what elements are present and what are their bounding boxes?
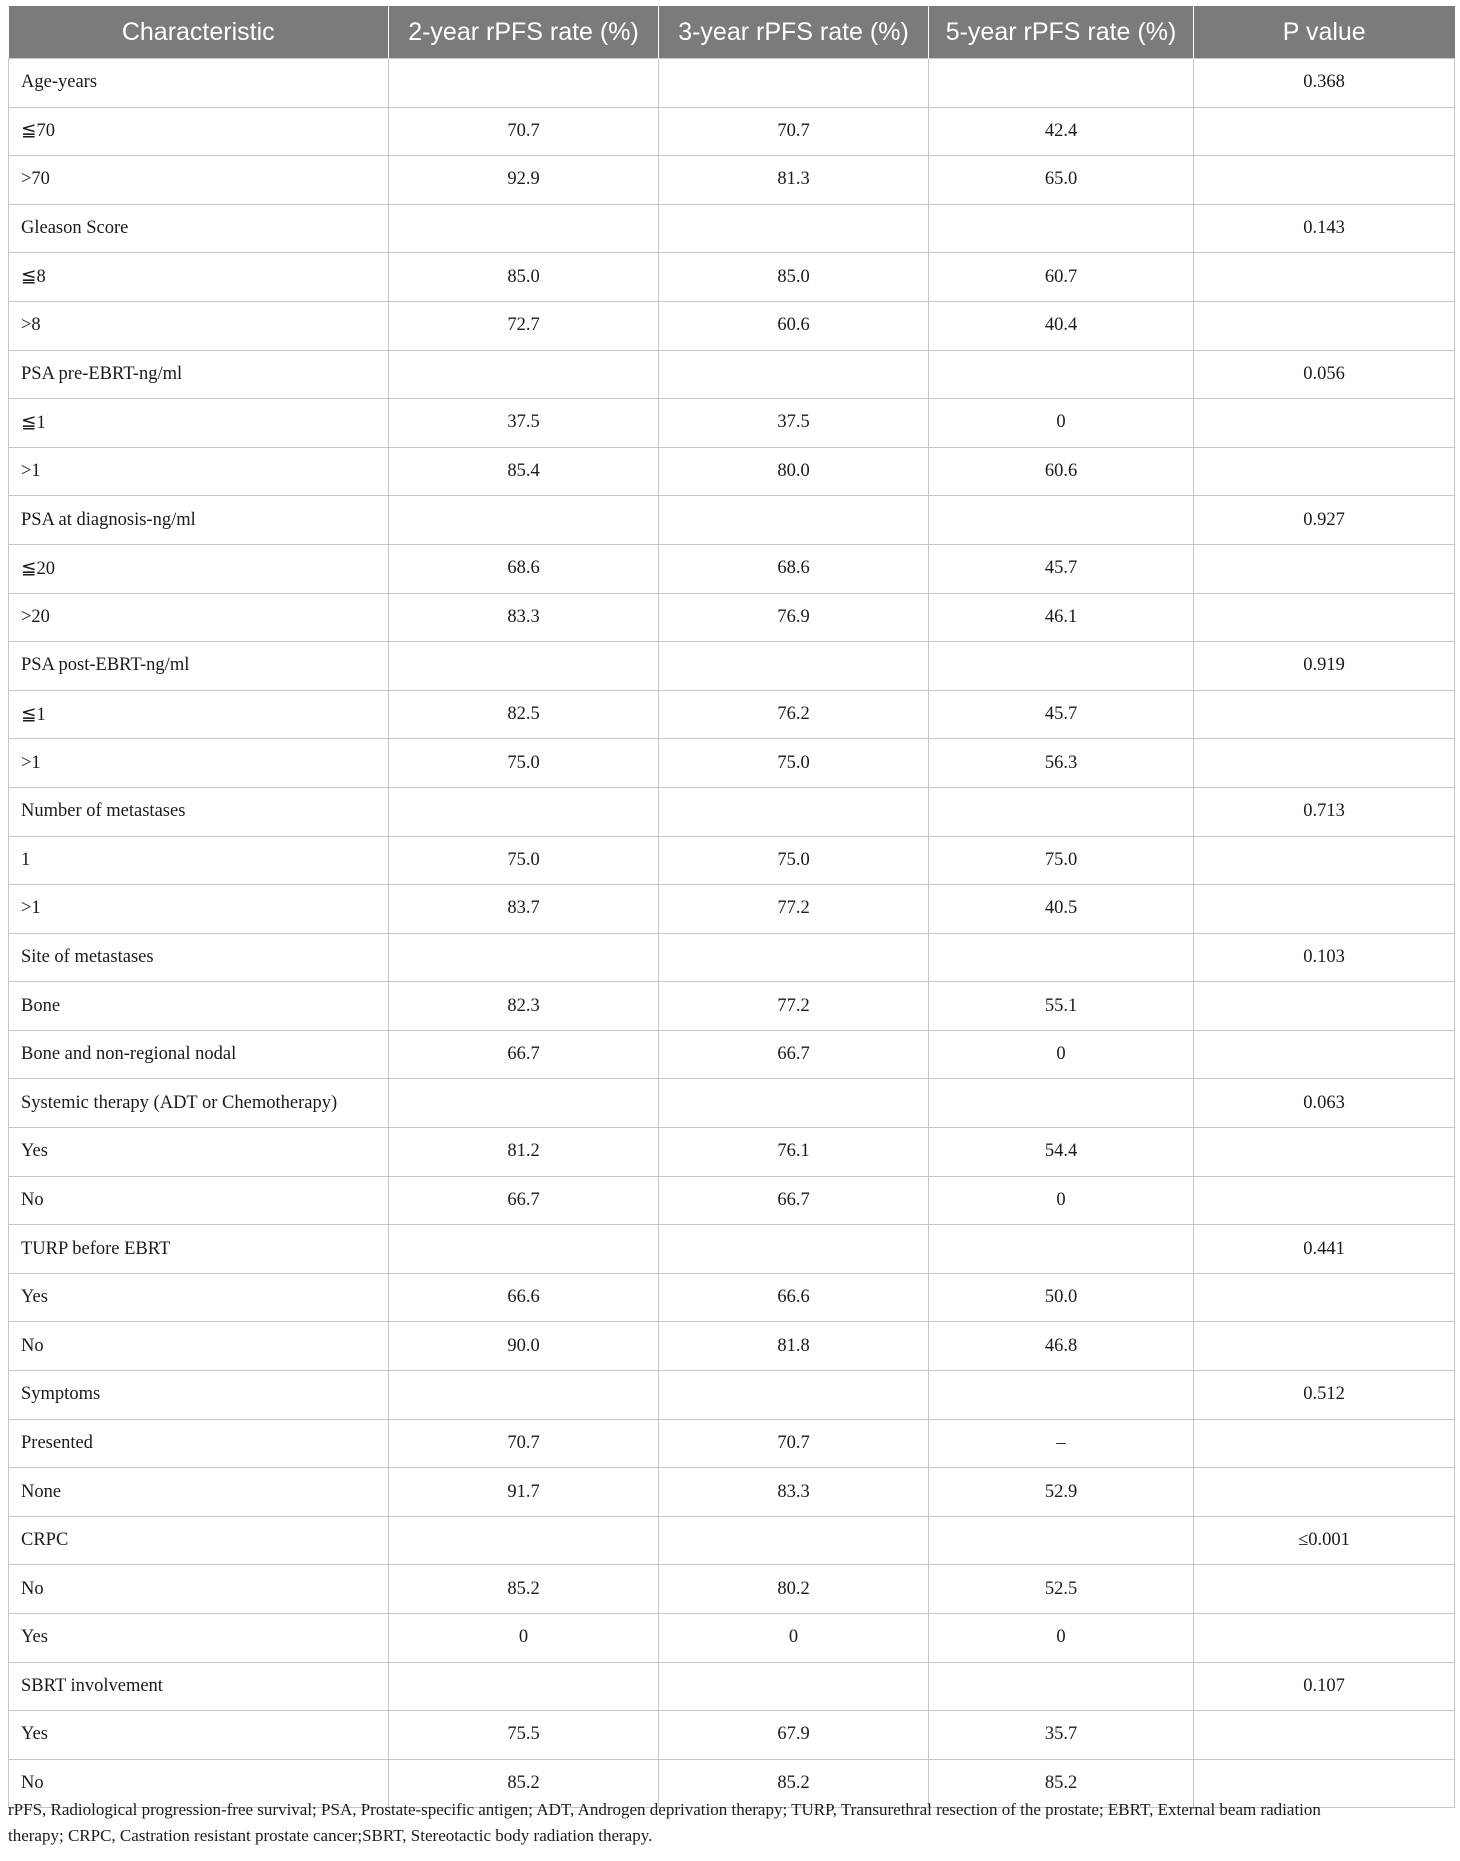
value-cell: 66.7 <box>659 1030 929 1079</box>
table-row <box>9 1225 1455 1274</box>
value-cell: 55.1 <box>929 982 1194 1031</box>
value-cell: 0.056 <box>1194 350 1455 399</box>
value-cell <box>1194 107 1455 156</box>
value-cell: 70.7 <box>389 107 659 156</box>
row-label-cell: >70 <box>9 156 389 205</box>
value-cell: 81.3 <box>659 156 929 205</box>
value-cell <box>389 1225 659 1274</box>
table-row <box>9 885 1455 934</box>
row-label-cell: No <box>9 1565 389 1614</box>
value-cell: 66.6 <box>659 1273 929 1322</box>
table-row <box>9 787 1455 836</box>
column-header: Characteristic <box>9 6 389 59</box>
value-cell <box>659 933 929 982</box>
table-row <box>9 544 1455 593</box>
value-cell: 77.2 <box>659 885 929 934</box>
value-cell <box>389 1662 659 1711</box>
value-cell: 0 <box>929 1614 1194 1663</box>
row-label-cell: CRPC <box>9 1516 389 1565</box>
value-cell: 85.2 <box>659 1759 929 1808</box>
row-label-cell: Yes <box>9 1273 389 1322</box>
table-row <box>9 1079 1455 1128</box>
value-cell <box>929 496 1194 545</box>
results-table-container <box>8 6 1454 1808</box>
value-cell: 85.0 <box>659 253 929 302</box>
table-row <box>9 1176 1455 1225</box>
value-cell <box>389 59 659 108</box>
row-label-cell: No <box>9 1322 389 1371</box>
value-cell <box>929 204 1194 253</box>
value-cell <box>389 1079 659 1128</box>
table-row <box>9 690 1455 739</box>
value-cell: 0.103 <box>1194 933 1455 982</box>
value-cell <box>929 642 1194 691</box>
value-cell: 66.7 <box>659 1176 929 1225</box>
value-cell: 83.3 <box>389 593 659 642</box>
value-cell <box>659 1516 929 1565</box>
value-cell: 68.6 <box>659 544 929 593</box>
value-cell: 50.0 <box>929 1273 1194 1322</box>
value-cell: 52.5 <box>929 1565 1194 1614</box>
value-cell: 80.0 <box>659 447 929 496</box>
value-cell <box>929 787 1194 836</box>
value-cell: 80.2 <box>659 1565 929 1614</box>
value-cell: 37.5 <box>389 399 659 448</box>
value-cell: 81.2 <box>389 1128 659 1177</box>
column-header: P value <box>1194 6 1455 59</box>
value-cell: 85.2 <box>389 1565 659 1614</box>
value-cell <box>929 350 1194 399</box>
row-label-cell: Yes <box>9 1128 389 1177</box>
value-cell <box>1194 1419 1455 1468</box>
row-label-cell: Gleason Score <box>9 204 389 253</box>
value-cell: 92.9 <box>389 156 659 205</box>
value-cell <box>659 787 929 836</box>
table-row <box>9 642 1455 691</box>
value-cell <box>389 787 659 836</box>
value-cell <box>659 59 929 108</box>
value-cell <box>1194 1711 1455 1760</box>
value-cell: 67.9 <box>659 1711 929 1760</box>
value-cell: 0 <box>929 1030 1194 1079</box>
value-cell <box>389 204 659 253</box>
table-row <box>9 982 1455 1031</box>
value-cell <box>659 496 929 545</box>
value-cell: 72.7 <box>389 301 659 350</box>
table-body <box>9 59 1455 1808</box>
table-row <box>9 399 1455 448</box>
row-label-cell: Age-years <box>9 59 389 108</box>
value-cell: 0.368 <box>1194 59 1455 108</box>
value-cell: 46.8 <box>929 1322 1194 1371</box>
value-cell <box>1194 544 1455 593</box>
header-row <box>9 6 1455 59</box>
footnote-line-1: rPFS, Radiological progression-free survival; PSA, Prostate-specific antigen; ADT, Androgen deprivation therapy; TURP, Transurethral resection of the prostate; EBRT, External beam radiation <box>8 1800 1321 1819</box>
value-cell <box>929 933 1194 982</box>
table-row <box>9 1565 1455 1614</box>
value-cell <box>1194 885 1455 934</box>
value-cell: 76.2 <box>659 690 929 739</box>
value-cell: 60.6 <box>929 447 1194 496</box>
row-label-cell: Yes <box>9 1711 389 1760</box>
value-cell: 0.441 <box>1194 1225 1455 1274</box>
value-cell <box>1194 836 1455 885</box>
table-row <box>9 1614 1455 1663</box>
row-label-cell: Systemic therapy (ADT or Chemotherapy) <box>9 1079 389 1128</box>
value-cell <box>1194 399 1455 448</box>
value-cell: 75.0 <box>659 836 929 885</box>
value-cell: 0.512 <box>1194 1371 1455 1420</box>
value-cell <box>929 1662 1194 1711</box>
row-label-cell: ≦70 <box>9 107 389 156</box>
value-cell: 66.6 <box>389 1273 659 1322</box>
rpfs-table <box>8 6 1455 1808</box>
footnote-line-2: therapy; CRPC, Castration resistant prostate cancer;SBRT, Stereotactic body radiation therapy. <box>8 1826 653 1845</box>
value-cell <box>1194 1322 1455 1371</box>
value-cell: 76.9 <box>659 593 929 642</box>
table-row <box>9 1516 1455 1565</box>
row-label-cell: >1 <box>9 885 389 934</box>
row-label-cell: Site of metastases <box>9 933 389 982</box>
value-cell: 0 <box>929 1176 1194 1225</box>
value-cell: 45.7 <box>929 544 1194 593</box>
value-cell: 75.0 <box>389 836 659 885</box>
value-cell: 46.1 <box>929 593 1194 642</box>
row-label-cell: >1 <box>9 447 389 496</box>
value-cell <box>659 204 929 253</box>
value-cell <box>1194 1030 1455 1079</box>
value-cell: 85.4 <box>389 447 659 496</box>
table-row <box>9 836 1455 885</box>
value-cell: 90.0 <box>389 1322 659 1371</box>
value-cell: 0.919 <box>1194 642 1455 691</box>
row-label-cell: ≦1 <box>9 399 389 448</box>
value-cell: 91.7 <box>389 1468 659 1517</box>
value-cell <box>1194 1614 1455 1663</box>
row-label-cell: No <box>9 1176 389 1225</box>
value-cell: 76.1 <box>659 1128 929 1177</box>
table-row <box>9 204 1455 253</box>
value-cell <box>389 1516 659 1565</box>
value-cell: 81.8 <box>659 1322 929 1371</box>
value-cell: 0 <box>929 399 1194 448</box>
value-cell: 54.4 <box>929 1128 1194 1177</box>
table-row <box>9 593 1455 642</box>
column-header: 2-year rPFS rate (%) <box>389 6 659 59</box>
value-cell: 66.7 <box>389 1176 659 1225</box>
value-cell <box>929 59 1194 108</box>
value-cell: 75.0 <box>929 836 1194 885</box>
value-cell <box>659 350 929 399</box>
row-label-cell: Bone <box>9 982 389 1031</box>
row-label-cell: >1 <box>9 739 389 788</box>
value-cell: 0.063 <box>1194 1079 1455 1128</box>
value-cell: 40.4 <box>929 301 1194 350</box>
table-row <box>9 1273 1455 1322</box>
value-cell: 0.143 <box>1194 204 1455 253</box>
value-cell: 75.0 <box>389 739 659 788</box>
table-row <box>9 301 1455 350</box>
value-cell <box>1194 1565 1455 1614</box>
value-cell: 60.6 <box>659 301 929 350</box>
value-cell: 66.7 <box>389 1030 659 1079</box>
value-cell <box>1194 253 1455 302</box>
value-cell <box>389 642 659 691</box>
row-label-cell: TURP before EBRT <box>9 1225 389 1274</box>
value-cell: 0.927 <box>1194 496 1455 545</box>
table-row <box>9 253 1455 302</box>
value-cell: 83.3 <box>659 1468 929 1517</box>
value-cell: 85.0 <box>389 253 659 302</box>
column-header: 5-year rPFS rate (%) <box>929 6 1194 59</box>
value-cell <box>1194 982 1455 1031</box>
row-label-cell: PSA pre-EBRT-ng/ml <box>9 350 389 399</box>
row-label-cell: SBRT involvement <box>9 1662 389 1711</box>
value-cell: 0.107 <box>1194 1662 1455 1711</box>
value-cell <box>1194 1128 1455 1177</box>
table-row <box>9 1662 1455 1711</box>
value-cell <box>659 1662 929 1711</box>
value-cell <box>659 1079 929 1128</box>
value-cell <box>1194 1468 1455 1517</box>
value-cell: 70.7 <box>659 1419 929 1468</box>
value-cell <box>1194 447 1455 496</box>
value-cell: 70.7 <box>389 1419 659 1468</box>
table-row <box>9 1468 1455 1517</box>
value-cell: 56.3 <box>929 739 1194 788</box>
table-row <box>9 156 1455 205</box>
row-label-cell: Yes <box>9 1614 389 1663</box>
table-row <box>9 1419 1455 1468</box>
table-row <box>9 739 1455 788</box>
value-cell <box>389 496 659 545</box>
table-row <box>9 496 1455 545</box>
row-label-cell: None <box>9 1468 389 1517</box>
value-cell: 45.7 <box>929 690 1194 739</box>
value-cell: 37.5 <box>659 399 929 448</box>
value-cell <box>659 642 929 691</box>
value-cell: 60.7 <box>929 253 1194 302</box>
row-label-cell: PSA post-EBRT-ng/ml <box>9 642 389 691</box>
table-row <box>9 1371 1455 1420</box>
row-label-cell: Presented <box>9 1419 389 1468</box>
row-label-cell: 1 <box>9 836 389 885</box>
value-cell: 82.3 <box>389 982 659 1031</box>
row-label-cell: ≦1 <box>9 690 389 739</box>
table-row <box>9 107 1455 156</box>
row-label-cell: ≦20 <box>9 544 389 593</box>
value-cell: 42.4 <box>929 107 1194 156</box>
row-label-cell: Bone and non-regional nodal <box>9 1030 389 1079</box>
value-cell <box>1194 301 1455 350</box>
table-row <box>9 447 1455 496</box>
table-row <box>9 933 1455 982</box>
table-row <box>9 1711 1455 1760</box>
value-cell <box>929 1516 1194 1565</box>
row-label-cell: Number of metastases <box>9 787 389 836</box>
value-cell: 35.7 <box>929 1711 1194 1760</box>
value-cell <box>929 1225 1194 1274</box>
value-cell <box>389 350 659 399</box>
row-label-cell: ≦8 <box>9 253 389 302</box>
value-cell: 52.9 <box>929 1468 1194 1517</box>
value-cell <box>1194 593 1455 642</box>
value-cell: 83.7 <box>389 885 659 934</box>
value-cell: 82.5 <box>389 690 659 739</box>
table-row <box>9 1030 1455 1079</box>
value-cell: 0.713 <box>1194 787 1455 836</box>
value-cell <box>389 1371 659 1420</box>
value-cell: 40.5 <box>929 885 1194 934</box>
row-label-cell: PSA at diagnosis-ng/ml <box>9 496 389 545</box>
table-footnote <box>8 1797 1454 1849</box>
value-cell <box>1194 739 1455 788</box>
value-cell: – <box>929 1419 1194 1468</box>
value-cell: 85.2 <box>929 1759 1194 1808</box>
value-cell: ≤0.001 <box>1194 1516 1455 1565</box>
value-cell <box>1194 1176 1455 1225</box>
row-label-cell: Symptoms <box>9 1371 389 1420</box>
value-cell: 75.0 <box>659 739 929 788</box>
value-cell: 85.2 <box>389 1759 659 1808</box>
value-cell: 70.7 <box>659 107 929 156</box>
value-cell: 77.2 <box>659 982 929 1031</box>
value-cell <box>659 1225 929 1274</box>
row-label-cell: >20 <box>9 593 389 642</box>
value-cell <box>929 1371 1194 1420</box>
value-cell <box>1194 690 1455 739</box>
table-row <box>9 350 1455 399</box>
value-cell: 65.0 <box>929 156 1194 205</box>
value-cell <box>1194 1273 1455 1322</box>
value-cell <box>1194 156 1455 205</box>
value-cell: 0 <box>659 1614 929 1663</box>
value-cell: 0 <box>389 1614 659 1663</box>
table-row <box>9 1322 1455 1371</box>
value-cell: 68.6 <box>389 544 659 593</box>
value-cell <box>929 1079 1194 1128</box>
table-row <box>9 1128 1455 1177</box>
value-cell: 75.5 <box>389 1711 659 1760</box>
row-label-cell: No <box>9 1759 389 1808</box>
column-header: 3-year rPFS rate (%) <box>659 6 929 59</box>
table-row <box>9 59 1455 108</box>
table-header <box>9 6 1455 59</box>
row-label-cell: >8 <box>9 301 389 350</box>
value-cell <box>659 1371 929 1420</box>
value-cell <box>389 933 659 982</box>
